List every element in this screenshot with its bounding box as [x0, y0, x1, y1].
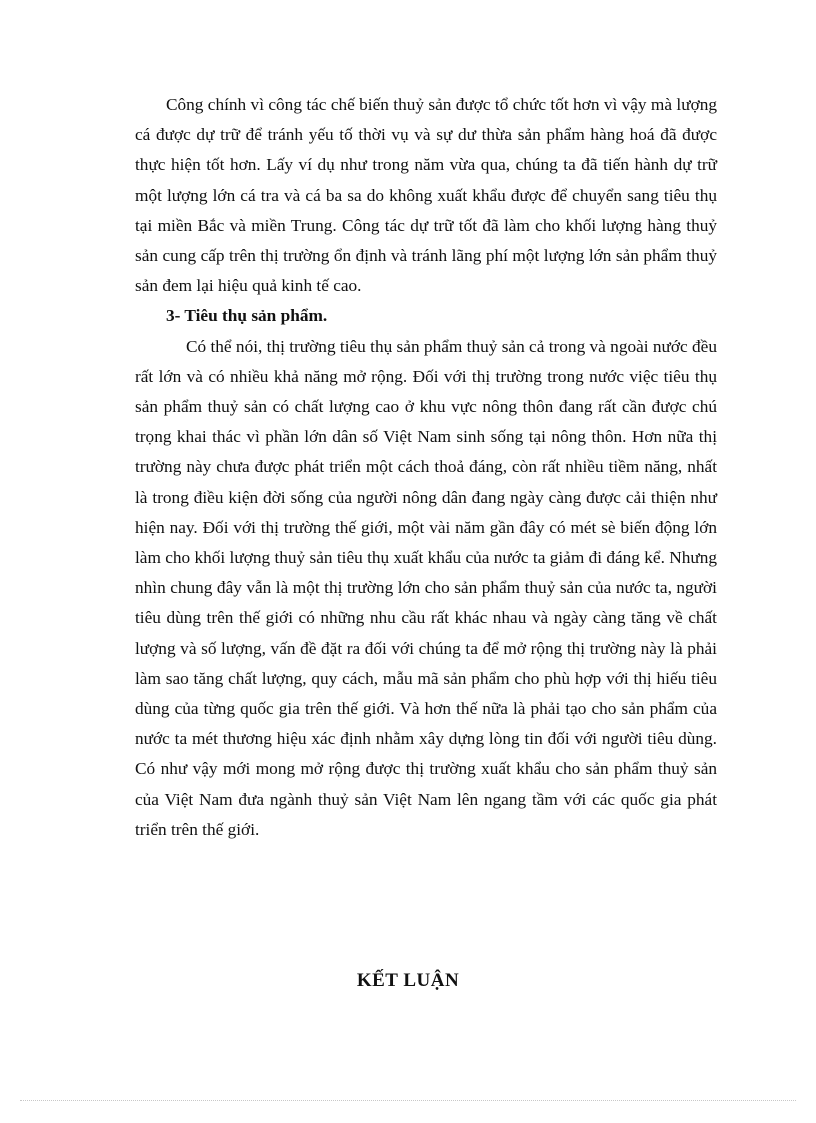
paragraph-market: Có thể nói, thị trường tiêu thụ sản phẩm thuỷ sản cả trong và ngoài nước đều rất lớn và có nhiều khả năng mở rộng. Đối với thị trường trong nước việc tiêu thụ sản phẩm thuỷ sản có chất lượng cao ở khu vực nông thôn đang rất cần được chú trọng khai thác vì phần lớn dân số Việt Nam sinh sống tại nông thôn. Hơn nữa thị trường này chưa được phát triển một cách thoả đáng, còn rất nhiều tiềm năng, nhất là trong điều kiện đời sống của người nông dân đang ngày càng được cải thiện như hiện nay. Đối với thị trường thế giới, một vài năm gần đây có mét sè biến động lớn làm cho khối lượng thuỷ sản tiêu thụ xuất khẩu của nước ta giảm đi đáng kể. Nhưng nhìn chung đây vẫn là một thị trường lớn cho sản phẩm thuỷ sản của nước ta, người tiêu dùng trên thế giới có những nhu cầu rất khác nhau và ngày càng tăng về chất lượng và số lượng, vấn đề đặt ra đối với chúng ta để mở rộng thị trường này là phải làm sao tăng chất lượng, quy cách, mẫu mã sản phẩm cho phù hợp với thị hiếu tiêu dùng của từng quốc gia trên thế giới. Và hơn thế nữa là phải tạo cho sản phẩm của nước ta mét thương hiệu xác định nhằm xây dựng lòng tin đối với người tiêu dùng. Có như vậy mới mong mở rộng được thị trường xuất khẩu cho sản phẩm thuỷ sản của Việt Nam đưa ngành thuỷ sản Việt Nam lên ngang tầm với các quốc gia phát triển trên thế giới.: [135, 336, 717, 839]
paragraph-storage: Công chính vì công tác chế biến thuỷ sản được tổ chức tốt hơn vì vậy mà lượng cá được dự trữ để tránh yếu tố thời vụ và sự dư thừa sản phẩm hàng hoá đã được thực hiện tốt hơn. Lấy ví dụ như trong năm vừa qua, chúng ta đã tiến hành dự trữ một lượng lớn cá tra và cá ba sa do không xuất khẩu được để chuyển sang tiêu thụ tại miền Bắc và miền Trung. Công tác dự trữ tốt đã làm cho khối lượng hàng thuỷ sản cung cấp trên thị trường ổn định và tránh lãng phí một lượng lớn sản phẩm thuỷ sản đem lại hiệu quả kinh tế cao.: [135, 95, 717, 296]
section-heading-consumption: 3- Tiêu thụ sản phẩm.: [166, 306, 328, 326]
conclusion-heading: KẾT LUẬN: [356, 970, 460, 991]
document-body: [135, 90, 717, 845]
page-bottom-divider: [20, 1100, 796, 1101]
